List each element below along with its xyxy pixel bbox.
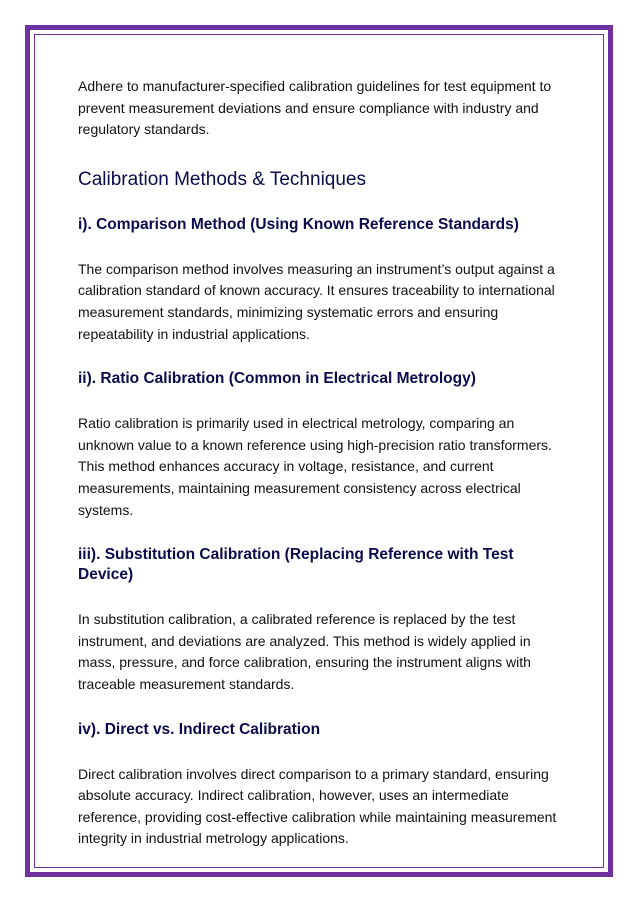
method-heading-comparison: i). Comparison Method (Using Known Reference Standards) xyxy=(78,215,519,233)
method-heading-ratio: ii). Ratio Calibration (Common in Electrical Metrology) xyxy=(78,370,476,388)
method-body-ratio: Ratio calibration is primarily used in electrical metrology, comparing an unknown value to a known reference using high-precision ratio transformers. This method enhances accuracy in voltage, resistance, and current measurements, maintaining measurement consistency across electrical systems. xyxy=(78,415,552,518)
method-body-direct-indirect: Direct calibration involves direct comparison to a primary standard, ensuring absolute accuracy. Indirect calibration, however, uses an intermediate reference, providing cost-effective calibration while maintaining measurement integrity in industrial metrology applications. xyxy=(78,765,557,847)
intro-paragraph: Adhere to manufacturer-specified calibration guidelines for test equipment to prevent measurement deviations and ensure compliance with industry and regulatory standards. xyxy=(78,78,552,138)
method-body-substitution: In substitution calibration, a calibrated reference is replaced by the test instrument, and deviations are analyzed. This method is widely applied in mass, pressure, and force calibration, ensuring the instrument aligns with traceable measurement standards. xyxy=(78,611,531,692)
method-heading-substitution: iii). Substitution Calibration (Replacing Reference with Test Device) xyxy=(78,546,514,584)
section-title: Calibration Methods & Techniques xyxy=(78,168,366,190)
method-body-comparison: The comparison method involves measuring an instrument’s output against a calibration standard of known accuracy. It ensures traceability to international measurement standards, minimizing systematic errors and ensuring repeatability in industrial applications. xyxy=(78,260,555,342)
method-heading-direct-indirect: iv). Direct vs. Indirect Calibration xyxy=(78,720,321,738)
document-content xyxy=(78,76,568,850)
